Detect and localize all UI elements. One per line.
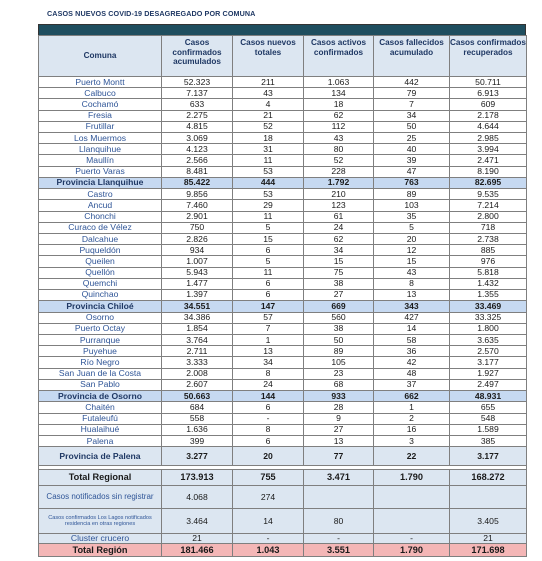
value-cell: 3.177 <box>450 447 527 466</box>
value-cell: - <box>304 534 374 544</box>
table-row <box>39 368 527 379</box>
value-cell: 75 <box>304 267 374 278</box>
value-cell: 6 <box>233 435 304 446</box>
value-cell: 1.355 <box>450 289 527 300</box>
table-row <box>39 211 527 222</box>
value-cell: 34.551 <box>162 301 233 313</box>
comuna-cell: Total Regional <box>39 470 162 486</box>
comuna-cell: Chonchi <box>39 211 162 222</box>
value-cell: 42 <box>374 357 450 368</box>
value-cell: 50.663 <box>162 390 233 402</box>
table-row <box>39 256 527 267</box>
value-cell: 1 <box>233 334 304 345</box>
value-cell: 23 <box>304 368 374 379</box>
value-cell <box>374 509 450 534</box>
header-casos-nuevos: Casos nuevos totales <box>233 36 304 77</box>
value-cell: 53 <box>233 189 304 200</box>
value-cell: 655 <box>450 402 527 413</box>
value-cell: 38 <box>304 323 374 334</box>
value-cell: 3.994 <box>450 144 527 155</box>
value-cell: 89 <box>304 346 374 357</box>
value-cell: 11 <box>233 211 304 222</box>
value-cell: 385 <box>450 435 527 446</box>
value-cell: 34 <box>304 245 374 256</box>
value-cell: 755 <box>233 470 304 486</box>
value-cell: 8 <box>233 424 304 435</box>
comuna-cell: Puerto Montt <box>39 77 162 88</box>
table-row <box>39 289 527 300</box>
value-cell: 2.826 <box>162 233 233 244</box>
table-row <box>39 357 527 368</box>
value-cell: 2.901 <box>162 211 233 222</box>
value-cell: 68 <box>304 379 374 390</box>
comuna-cell: Provincia de Palena <box>39 447 162 466</box>
value-cell: 28 <box>304 402 374 413</box>
value-cell: 5 <box>374 222 450 233</box>
value-cell: 558 <box>162 413 233 424</box>
value-cell: 718 <box>450 222 527 233</box>
value-cell: 33.325 <box>450 312 527 323</box>
value-cell: 5 <box>233 256 304 267</box>
value-cell: 3.551 <box>304 544 374 557</box>
value-cell: 50 <box>304 334 374 345</box>
value-cell: 15 <box>304 256 374 267</box>
value-cell: 29 <box>233 200 304 211</box>
value-cell: 4.644 <box>450 121 527 132</box>
value-cell: 43 <box>374 267 450 278</box>
value-cell: 48 <box>374 368 450 379</box>
value-cell: 427 <box>374 312 450 323</box>
comuna-cell: Fresia <box>39 110 162 121</box>
comuna-cell: Futaleufú <box>39 413 162 424</box>
value-cell: 48.931 <box>450 390 527 402</box>
value-cell: 8.190 <box>450 166 527 177</box>
value-cell: 9.856 <box>162 189 233 200</box>
value-cell <box>374 486 450 509</box>
value-cell: 33.469 <box>450 301 527 313</box>
value-cell: 112 <box>304 121 374 132</box>
value-cell: 171.698 <box>450 544 527 557</box>
comuna-cell: Cluster crucero <box>39 534 162 544</box>
comuna-cell: Provincia Chiloé <box>39 301 162 313</box>
value-cell: 24 <box>233 379 304 390</box>
value-cell: 1.063 <box>304 77 374 88</box>
value-cell: 662 <box>374 390 450 402</box>
value-cell: 21 <box>450 534 527 544</box>
value-cell: 39 <box>374 155 450 166</box>
comuna-cell: Purranque <box>39 334 162 345</box>
comuna-cell: Frutillar <box>39 121 162 132</box>
value-cell: 934 <box>162 245 233 256</box>
value-cell: - <box>233 534 304 544</box>
value-cell: 9.535 <box>450 189 527 200</box>
header-casos-activos: Casos activos confirmados <box>304 36 374 77</box>
value-cell: 6 <box>233 402 304 413</box>
value-cell: 22 <box>374 447 450 466</box>
value-cell: 1.007 <box>162 256 233 267</box>
comuna-cell: Puyehue <box>39 346 162 357</box>
value-cell: 3.471 <box>304 470 374 486</box>
value-cell: 5.943 <box>162 267 233 278</box>
table-top-bar <box>38 24 526 35</box>
header-comuna: Comuna <box>39 36 162 77</box>
value-cell: 58 <box>374 334 450 345</box>
value-cell: 1.636 <box>162 424 233 435</box>
comuna-cell: Osorno <box>39 312 162 323</box>
value-cell: 37 <box>374 379 450 390</box>
value-cell: 2.178 <box>450 110 527 121</box>
value-cell: 35 <box>374 211 450 222</box>
comuna-cell: Río Negro <box>39 357 162 368</box>
value-cell: 3.069 <box>162 132 233 143</box>
value-cell: 444 <box>233 177 304 189</box>
table-row <box>39 144 527 155</box>
value-cell: 16 <box>374 424 450 435</box>
comuna-cell: Queilen <box>39 256 162 267</box>
table-row <box>39 121 527 132</box>
value-cell: 173.913 <box>162 470 233 486</box>
value-cell: 3.764 <box>162 334 233 345</box>
value-cell: 34.386 <box>162 312 233 323</box>
page-title: CASOS NUEVOS COVID-19 DESAGREGADO POR COMUNA <box>47 9 256 18</box>
value-cell: 47 <box>374 166 450 177</box>
value-cell: 560 <box>304 312 374 323</box>
value-cell: 144 <box>233 390 304 402</box>
value-cell: 1.397 <box>162 289 233 300</box>
value-cell: 2.275 <box>162 110 233 121</box>
value-cell: 13 <box>233 346 304 357</box>
value-cell: 1.589 <box>450 424 527 435</box>
value-cell: 18 <box>233 132 304 143</box>
value-cell: 885 <box>450 245 527 256</box>
value-cell: 7.214 <box>450 200 527 211</box>
comuna-cell: Los Muermos <box>39 132 162 143</box>
value-cell: 181.466 <box>162 544 233 557</box>
value-cell: 34 <box>233 357 304 368</box>
table-body <box>39 77 527 557</box>
header-fallecidos: Casos fallecidos acumulado <box>374 36 450 77</box>
value-cell: 1.800 <box>450 323 527 334</box>
value-cell: 8.481 <box>162 166 233 177</box>
value-cell: 18 <box>304 99 374 110</box>
value-cell: 2.566 <box>162 155 233 166</box>
value-cell: 2 <box>374 413 450 424</box>
value-cell: 21 <box>162 534 233 544</box>
table-row <box>39 166 527 177</box>
table-row <box>39 233 527 244</box>
comuna-cell: Llanquihue <box>39 144 162 155</box>
value-cell: 14 <box>233 509 304 534</box>
value-cell: 976 <box>450 256 527 267</box>
value-cell <box>304 486 374 509</box>
value-cell: 1.854 <box>162 323 233 334</box>
header-confirmados-acumulados: Casos confirmados acumulados <box>162 36 233 77</box>
table-row <box>39 110 527 121</box>
value-cell: 13 <box>304 435 374 446</box>
value-cell: 7.137 <box>162 88 233 99</box>
value-cell: 27 <box>304 289 374 300</box>
value-cell: 6 <box>233 245 304 256</box>
value-cell: 2.607 <box>162 379 233 390</box>
table-row <box>39 267 527 278</box>
value-cell: 1.432 <box>450 278 527 289</box>
value-cell: 4.068 <box>162 486 233 509</box>
value-cell: 25 <box>374 132 450 143</box>
comuna-cell: Provincia de Osorno <box>39 390 162 402</box>
value-cell: 6.913 <box>450 88 527 99</box>
value-cell: 228 <box>304 166 374 177</box>
value-cell: 2.711 <box>162 346 233 357</box>
value-cell: 50 <box>374 121 450 132</box>
value-cell: 134 <box>304 88 374 99</box>
value-cell: 343 <box>374 301 450 313</box>
value-cell: 274 <box>233 486 304 509</box>
comuna-cell: Maullín <box>39 155 162 166</box>
covid-table <box>38 35 527 557</box>
value-cell: 61 <box>304 211 374 222</box>
table-row <box>39 200 527 211</box>
table-row <box>39 99 527 110</box>
value-cell: 168.272 <box>450 470 527 486</box>
extra-row <box>39 509 527 534</box>
value-cell: 34 <box>374 110 450 121</box>
value-cell: 6 <box>233 289 304 300</box>
table-row <box>39 155 527 166</box>
total-region-row <box>39 544 527 557</box>
value-cell: 2.800 <box>450 211 527 222</box>
table-row <box>39 323 527 334</box>
province-total-row <box>39 447 527 466</box>
value-cell: 13 <box>374 289 450 300</box>
value-cell <box>450 486 527 509</box>
table-row <box>39 189 527 200</box>
value-cell: 43 <box>304 132 374 143</box>
province-total-row <box>39 301 527 313</box>
value-cell: 77 <box>304 447 374 466</box>
value-cell: 633 <box>162 99 233 110</box>
value-cell: 27 <box>304 424 374 435</box>
value-cell: 8 <box>374 278 450 289</box>
table-row <box>39 88 527 99</box>
comuna-cell: Casos notificados sin registrar <box>39 486 162 509</box>
value-cell: 933 <box>304 390 374 402</box>
table-row <box>39 346 527 357</box>
value-cell: 21 <box>233 110 304 121</box>
value-cell: 62 <box>304 233 374 244</box>
comuna-cell: Ancud <box>39 200 162 211</box>
value-cell: 82.695 <box>450 177 527 189</box>
value-cell: 1.792 <box>304 177 374 189</box>
value-cell: 52 <box>304 155 374 166</box>
value-cell: 80 <box>304 144 374 155</box>
value-cell: 609 <box>450 99 527 110</box>
comuna-cell: San Juan de la Costa <box>39 368 162 379</box>
value-cell: 3.333 <box>162 357 233 368</box>
value-cell: 14 <box>374 323 450 334</box>
comuna-cell: Provincia Llanquihue <box>39 177 162 189</box>
comuna-cell: Dalcahue <box>39 233 162 244</box>
comuna-cell: Puerto Varas <box>39 166 162 177</box>
value-cell: 40 <box>374 144 450 155</box>
table-row <box>39 379 527 390</box>
value-cell: 20 <box>233 447 304 466</box>
value-cell: 79 <box>374 88 450 99</box>
value-cell: 1.927 <box>450 368 527 379</box>
value-cell: 31 <box>233 144 304 155</box>
value-cell: 3.635 <box>450 334 527 345</box>
value-cell: 24 <box>304 222 374 233</box>
value-cell: 12 <box>374 245 450 256</box>
value-cell: 15 <box>374 256 450 267</box>
value-cell: 750 <box>162 222 233 233</box>
table-row <box>39 312 527 323</box>
comuna-cell: Chaitén <box>39 402 162 413</box>
value-cell: 11 <box>233 155 304 166</box>
comuna-cell: Cochamó <box>39 99 162 110</box>
value-cell: 1.477 <box>162 278 233 289</box>
comuna-cell: Calbuco <box>39 88 162 99</box>
value-cell: 4.123 <box>162 144 233 155</box>
value-cell: 763 <box>374 177 450 189</box>
value-cell: 9 <box>304 413 374 424</box>
covid-table-container <box>38 24 526 557</box>
table-row <box>39 278 527 289</box>
value-cell: 5.818 <box>450 267 527 278</box>
comuna-cell: Puerto Octay <box>39 323 162 334</box>
value-cell: 7 <box>233 323 304 334</box>
comuna-cell: Casos confirmados Los Lagos notificados residencia en otras regiones <box>39 509 162 534</box>
value-cell: 36 <box>374 346 450 357</box>
comuna-cell: Quemchi <box>39 278 162 289</box>
extra-row <box>39 534 527 544</box>
comuna-cell: Quinchao <box>39 289 162 300</box>
value-cell: 43 <box>233 88 304 99</box>
value-cell: 2.008 <box>162 368 233 379</box>
value-cell: 1.790 <box>374 544 450 557</box>
value-cell: 2.985 <box>450 132 527 143</box>
value-cell: 1.043 <box>233 544 304 557</box>
table-row <box>39 334 527 345</box>
comuna-cell: Quellón <box>39 267 162 278</box>
value-cell: 1 <box>374 402 450 413</box>
value-cell: 11 <box>233 267 304 278</box>
province-total-row <box>39 177 527 189</box>
table-row <box>39 424 527 435</box>
comuna-cell: San Pablo <box>39 379 162 390</box>
value-cell: 80 <box>304 509 374 534</box>
value-cell: 7 <box>374 99 450 110</box>
value-cell: 669 <box>304 301 374 313</box>
value-cell: 105 <box>304 357 374 368</box>
value-cell: 3.405 <box>450 509 527 534</box>
extra-row <box>39 486 527 509</box>
value-cell: 2.471 <box>450 155 527 166</box>
value-cell: 62 <box>304 110 374 121</box>
value-cell: 89 <box>374 189 450 200</box>
value-cell: 2.738 <box>450 233 527 244</box>
province-total-row <box>39 390 527 402</box>
value-cell: 52.323 <box>162 77 233 88</box>
table-row <box>39 413 527 424</box>
value-cell: 52 <box>233 121 304 132</box>
value-cell: 399 <box>162 435 233 446</box>
comuna-cell: Castro <box>39 189 162 200</box>
value-cell: 2.497 <box>450 379 527 390</box>
value-cell: 210 <box>304 189 374 200</box>
value-cell: 147 <box>233 301 304 313</box>
value-cell: 3 <box>374 435 450 446</box>
value-cell: - <box>374 534 450 544</box>
value-cell: 4 <box>233 99 304 110</box>
value-cell: 50.711 <box>450 77 527 88</box>
value-cell: 3.464 <box>162 509 233 534</box>
value-cell: 6 <box>233 278 304 289</box>
value-cell: 85.422 <box>162 177 233 189</box>
comuna-cell: Hualaihué <box>39 424 162 435</box>
value-cell: - <box>233 413 304 424</box>
table-row <box>39 245 527 256</box>
table-row <box>39 402 527 413</box>
header-recuperados: Casos confirmados recuperados <box>450 36 527 77</box>
value-cell: 7.460 <box>162 200 233 211</box>
table-row <box>39 77 527 88</box>
table-row <box>39 222 527 233</box>
value-cell: 5 <box>233 222 304 233</box>
value-cell: 548 <box>450 413 527 424</box>
value-cell: 4.815 <box>162 121 233 132</box>
value-cell: 211 <box>233 77 304 88</box>
comuna-cell: Puqueldón <box>39 245 162 256</box>
value-cell: 1.790 <box>374 470 450 486</box>
value-cell: 684 <box>162 402 233 413</box>
comuna-cell: Total Región <box>39 544 162 557</box>
comuna-cell: Curaco de Vélez <box>39 222 162 233</box>
table-row <box>39 435 527 446</box>
value-cell: 15 <box>233 233 304 244</box>
value-cell: 57 <box>233 312 304 323</box>
value-cell: 20 <box>374 233 450 244</box>
total-regional-row <box>39 470 527 486</box>
value-cell: 3.277 <box>162 447 233 466</box>
table-header <box>39 36 527 77</box>
value-cell: 38 <box>304 278 374 289</box>
value-cell: 53 <box>233 166 304 177</box>
value-cell: 8 <box>233 368 304 379</box>
comuna-cell: Palena <box>39 435 162 446</box>
value-cell: 3.177 <box>450 357 527 368</box>
value-cell: 442 <box>374 77 450 88</box>
value-cell: 103 <box>374 200 450 211</box>
value-cell: 2.570 <box>450 346 527 357</box>
value-cell: 123 <box>304 200 374 211</box>
table-row <box>39 132 527 143</box>
